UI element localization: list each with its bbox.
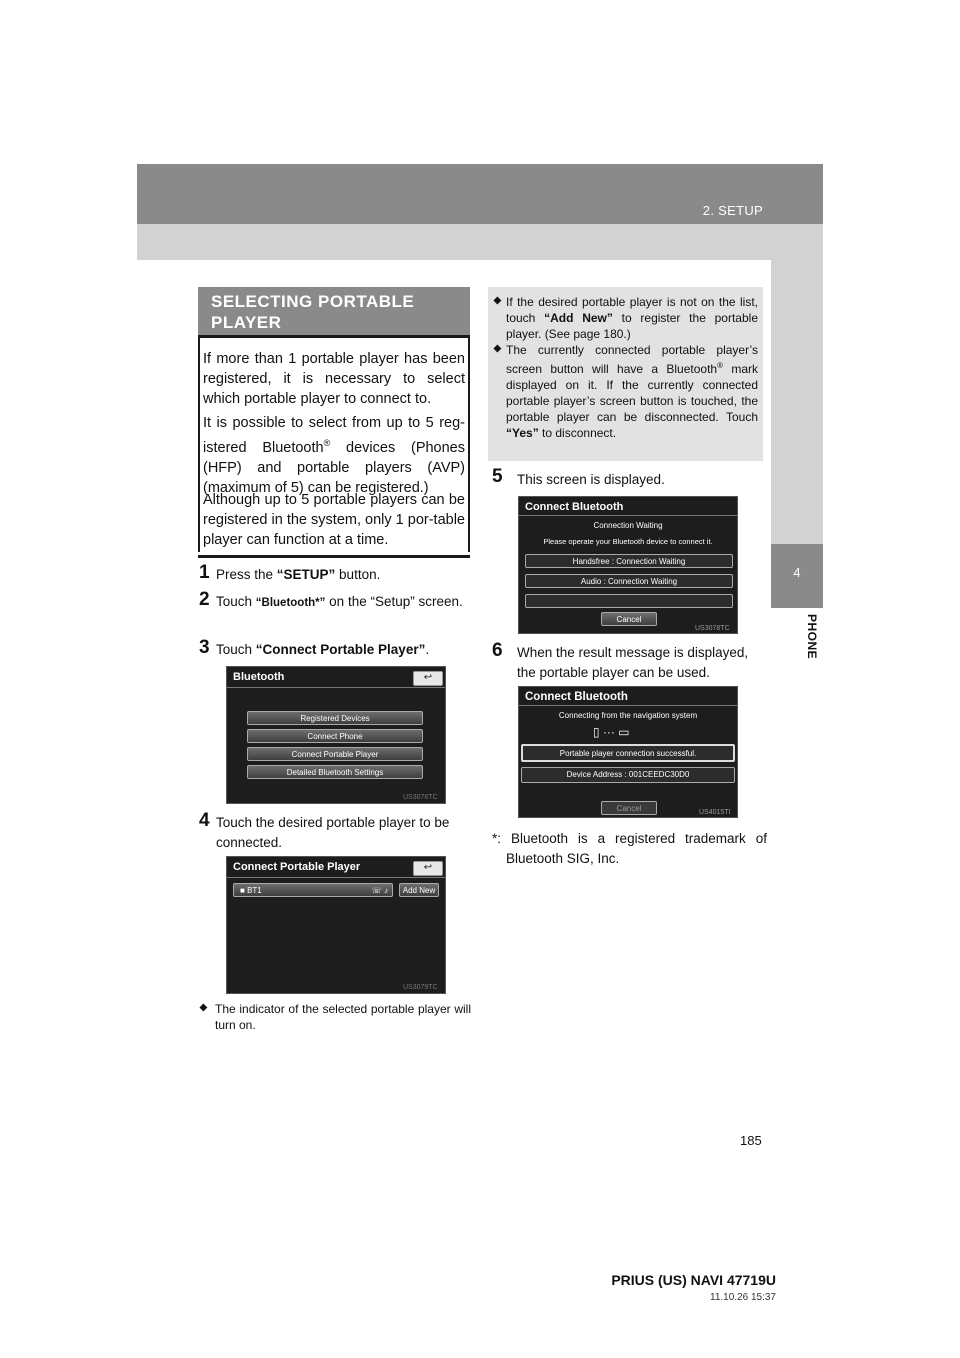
waiting-status: Connection Waiting [593,521,663,530]
header-subband [137,224,823,260]
step-2-number: 2 [199,589,210,610]
note-add-new: If the desired portable player is not on the list, touch “Add New” to register the portable player. (See page 180.) [506,295,758,341]
add-new-button[interactable]: Add New [399,883,439,897]
device-bt1-button[interactable]: ■ BT1 ☏ ♪ [233,883,393,897]
image-code: US3076TC [403,794,438,801]
screenshot-bluetooth-menu [226,666,446,804]
step-1-text: Press the “SETUP” button. [216,567,381,582]
registered-devices-button[interactable]: Registered Devices [247,711,423,725]
bullet-icon: ⯁ [493,344,502,356]
screen-divider [227,877,445,878]
step-6-text: When the result message is displayed, the portable player can be used. [517,645,749,680]
screen-divider [519,515,737,516]
result-message: Portable player connection successful. [521,744,735,762]
step-4-number: 4 [199,810,210,831]
back-button[interactable]: ↩ [413,861,443,876]
indicator-note: The indicator of the selected portable player will turn on. [215,1002,471,1032]
chapter-label: PHONE [805,614,819,660]
detailed-bluetooth-settings-button[interactable]: Detailed Bluetooth Settings [247,765,423,779]
result-status: Connecting from the navigation system [558,711,698,720]
step-3-number: 3 [199,637,210,658]
side-tab-strip [771,260,823,544]
note-connected-mark: The currently connected portable player’s screen button will have a Bluetooth® mark displayed on it. If the currently connected portable player’s screen button is touched, the portable player can be disconnected. Touch “Yes” to disconnect. [506,343,758,440]
selecting-title: SELECTING PORTABLE PLAYER [211,292,415,332]
chapter-number: 4 [793,565,801,580]
image-code: US3079TC [403,984,438,991]
screen-title: Connect Bluetooth [525,501,624,513]
screen-divider [227,687,445,688]
cancel-button[interactable]: Cancel [601,801,657,815]
back-button[interactable]: ↩ [413,671,443,686]
step-5-text: This screen is displayed. [517,472,665,487]
image-code: US3078TC [695,625,730,632]
step-1-number: 1 [199,562,210,583]
screenshot-connection-waiting [518,496,738,634]
empty-row [525,594,733,608]
screen-title: Connect Bluetooth [525,691,628,703]
waiting-message: Please operate your Bluetooth device to connect it. [543,537,713,546]
device-address: Device Address : 001CEEDC30D0 [521,767,735,783]
section-title: 2. SETUP [702,203,763,218]
phone-audio-icons: ☏ ♪ [371,886,388,895]
indicator-icon: ■ [240,886,248,895]
screen-title: Bluetooth [233,671,285,683]
phone-to-player-icon: ▯ ··· ▭ [593,725,630,739]
step-4-text: Touch the desired portable player to be connected. [216,815,450,850]
model-code: PRIUS (US) NAVI 47719U [611,1272,776,1288]
screenshot-connect-portable-player [226,856,446,994]
image-code: US4015TI [699,809,731,816]
screen-title: Connect Portable Player [233,861,361,873]
step-2-text: Touch “Bluetooth*” on the “Setup” screen. [216,594,463,609]
step-3-text: Touch “Connect Portable Player”. [216,642,430,657]
selecting-para-3: Although up to 5 portable players can be registered in the system, only 1 por-table player can function at a time. [203,492,465,548]
screen-divider [519,705,737,706]
connect-phone-button[interactable]: Connect Phone [247,729,423,743]
bullet-icon: ⯁ [493,296,502,308]
audio-status: Audio : Connection Waiting [525,574,733,588]
connect-portable-player-button[interactable]: Connect Portable Player [247,747,423,761]
step-5-number: 5 [492,466,503,487]
handsfree-status: Handsfree : Connection Waiting [525,554,733,568]
bullet-icon: ⯁ [199,1003,208,1015]
page-number: 185 [740,1133,762,1148]
print-date: 11.10.26 15:37 [710,1292,776,1303]
selecting-para-1: If more than 1 portable player has been registered, it is necessary to select which portable player to connect to. [203,351,465,407]
cancel-button[interactable]: Cancel [601,612,657,626]
screenshot-connection-result [518,686,738,818]
step-6-number: 6 [492,640,503,661]
selecting-para-2: It is possible to select from up to 5 reg-istered Bluetooth® devices (Phones (HFP) and portable players (AVP) (maximum of 5) can be registered.) [203,415,465,496]
footnote: *: Bluetooth is a registered trademark of Bluetooth SIG, Inc. [492,831,767,866]
